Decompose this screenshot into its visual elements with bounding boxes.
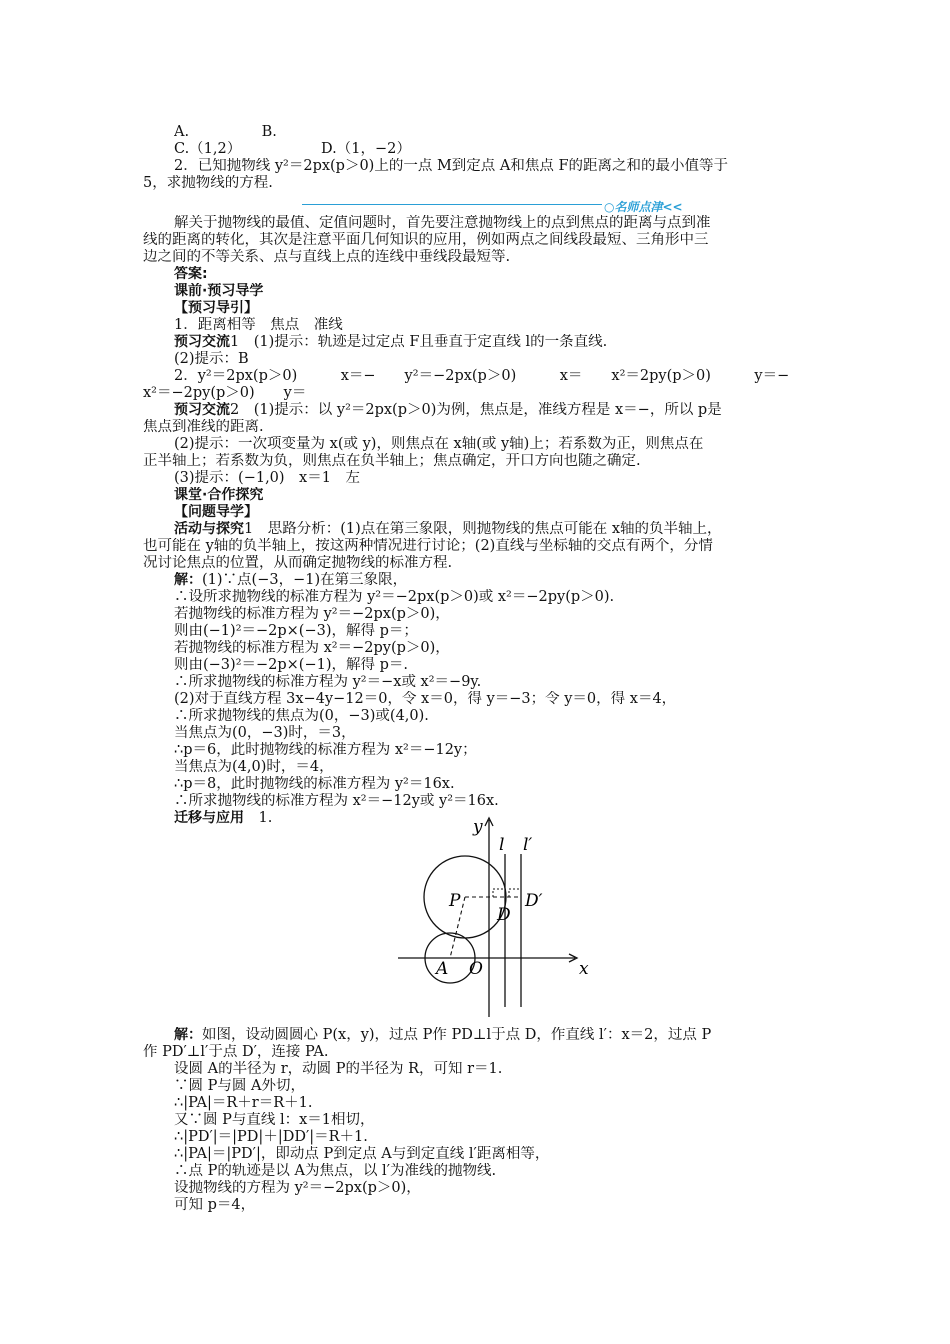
tips-line1: 解关于抛物线的最值、定值问题时，首先要注意抛物线上的点到焦点的距离与点到准: [174, 215, 711, 231]
divider-line: [302, 204, 602, 205]
exchange-1-label: 预习交流: [174, 334, 230, 350]
solution-1-line9: ∴所求抛物线的焦点为(0，−3)或(4,0).: [174, 708, 429, 724]
solution-2-label: 解：: [174, 1027, 202, 1043]
label-o: O: [469, 959, 483, 979]
figure-svg: [393, 812, 593, 1022]
exchange-1: [174, 334, 814, 351]
exchange-2-line1: [174, 402, 814, 419]
exchange-1-text: 1 (1)提示：轨迹是过定点 F且垂直于定直线 l的一条直线.: [230, 334, 608, 350]
solution-1-line13: ∴p＝8，此时抛物线的标准方程为 y²＝16x.: [174, 776, 455, 792]
label-p: P: [449, 891, 461, 911]
right-angle-mark-d-prime: [509, 889, 521, 897]
question-2-line2: 5，求抛物线的方程.: [143, 175, 273, 191]
section-classroom: 课堂·合作探究: [174, 487, 264, 503]
label-d-prime: D′: [525, 891, 543, 911]
activity-1-line1: [174, 521, 814, 538]
label-a: A: [436, 959, 449, 979]
exchange-2-line5: (3)提示：(−1,0) x＝1 左: [174, 470, 360, 486]
subsection-preview-guide: 【预习导引】: [174, 300, 258, 316]
solution-1-line7: ∴所求抛物线的标准方程为 y²＝−x或 x²＝−9y.: [174, 674, 482, 690]
option-a-b: A. B.: [174, 124, 277, 140]
solution-1-text: (1)∵点(−3，−1)在第三象限，: [202, 572, 408, 588]
activity-1-text: 1 思路分析：(1)点在第三象限，则抛物线的焦点可能在 x轴的负半轴上，: [244, 521, 722, 537]
migration-text: 1.: [258, 810, 273, 826]
solution-2-line2: 作 PD′⊥l′于点 D′，连接 PA.: [143, 1044, 329, 1060]
activity-1-line2: 也可能在 y轴的负半轴上，按这两种情况进行讨论；(2)直线与坐标轴的交点有两个，分情: [143, 538, 713, 554]
solution-2-line3: 设圆 A的半径为 r，动圆 P的半径为 R，可知 r＝1.: [174, 1061, 503, 1077]
exchange-1-b: (2)提示：B: [174, 351, 249, 367]
answer-2-line1: 2．y²＝2px(p＞0) x＝− y²＝−2px(p＞0) x＝ x²＝2py(p＞0) y＝−: [174, 368, 790, 384]
solution-2-line6: 又∵圆 P与直线 l：x＝1相切，: [174, 1112, 375, 1128]
exchange-2-line4: 正半轴上；若系数为负，则焦点在负半轴上；焦点确定，开口方向也随之确定.: [143, 453, 641, 469]
label-y: y: [473, 817, 483, 837]
answer-1: 1．距离相等 焦点 准线: [174, 317, 343, 333]
solution-1-line3: 若抛物线的标准方程为 y²＝−2px(p＞0)，: [174, 606, 450, 622]
solution-1-line11: ∴p＝6，此时抛物线的标准方程为 x²＝−12y；: [174, 742, 477, 758]
exchange-2-line2: 焦点到准线的距离.: [143, 419, 264, 435]
solution-1-line14: ∴所求抛物线的标准方程为 x²＝−12y或 y²＝16x.: [174, 793, 499, 809]
solution-1-label: 解：: [174, 572, 202, 588]
solution-1-line2: ∴设所求抛物线的标准方程为 y²＝−2px(p＞0)或 x²＝−2py(p＞0).: [174, 589, 615, 605]
solution-2-line4: ∵圆 P与圆 A外切，: [174, 1078, 305, 1094]
activity-1-label: 活动与探究: [174, 521, 244, 537]
geometry-figure: [393, 812, 593, 1022]
option-c-d: C.（1,2） D.（1，−2）: [174, 141, 411, 157]
exchange-2-label: 预习交流: [174, 402, 230, 418]
tips-line3: 边之间的不等关系、点与直线上点的连线中垂线段最短等.: [143, 249, 511, 265]
solution-2-line1: [174, 1027, 814, 1044]
solution-1-line8: (2)对于直线方程 3x−4y−12＝0，令 x＝0，得 y＝−3；令 y＝0，得 x＝4，: [174, 691, 677, 707]
exchange-2-line3: (2)提示：一次项变量为 x(或 y)，则焦点在 x轴(或 y轴)上；若系数为正，则焦点在: [174, 436, 704, 452]
tips-tag: ○名师点津<<: [604, 200, 683, 214]
solution-2-line7: ∴|PD′|＝|PD|＋|DD′|＝R＋1.: [174, 1129, 368, 1145]
solution-2-text: 如图，设动圆圆心 P(x，y)，过点 P作 PD⊥l于点 D，作直线 l′：x＝2，过点 P: [202, 1027, 712, 1043]
activity-1-line3: 况讨论焦点的位置，从而确定抛物线的标准方程.: [143, 555, 453, 571]
answer-heading: 答案:: [174, 266, 208, 282]
section-preview: 课前·预习导学: [174, 283, 264, 299]
solution-2-line11: 可知 p＝4，: [174, 1197, 256, 1213]
exchange-2-text: 2 (1)提示：以 y²＝2px(p＞0)为例，焦点是，准线方程是 x＝−，所以 p是: [230, 402, 722, 418]
answer-2-line2: x²＝−2py(p＞0) y＝: [143, 385, 307, 401]
solution-1-line5: 若抛物线的标准方程为 x²＝−2py(p＞0)，: [174, 640, 450, 656]
label-d: D: [497, 905, 511, 925]
solution-2-line10: 设抛物线的方程为 y²＝−2px(p＞0)，: [174, 1180, 421, 1196]
label-l-prime: l′: [523, 835, 533, 855]
question-2-line1: 2．已知抛物线 y²＝2px(p＞0)上的一点 M到定点 A和焦点 F的距离之和的最小值等于: [174, 158, 729, 174]
solution-1-line4: 则由(−1)²＝−2p×(−3)，解得 p＝；: [174, 623, 418, 639]
solution-2-line5: ∴|PA|＝R＋r＝R＋1.: [174, 1095, 313, 1111]
solution-1-line10: 当焦点为(0，−3)时，＝3，: [174, 725, 356, 741]
solution-2-line9: ∴点 P的轨迹是以 A为焦点，以 l′为准线的抛物线.: [174, 1163, 497, 1179]
migration-label: 迁移与应用: [174, 810, 244, 826]
right-angle-mark-d: [493, 889, 505, 897]
solution-2-line8: ∴|PA|＝|PD′|，即动点 P到定点 A与到定直线 l′距离相等，: [174, 1146, 550, 1162]
label-l: l: [499, 835, 505, 855]
subsection-problem-guide: 【问题导学】: [174, 504, 258, 520]
label-x: x: [579, 959, 589, 979]
solution-1-line1: [174, 572, 814, 589]
tips-line2: 线的距离的转化，其次是注意平面几何知识的应用，例如两点之间线段最短、三角形中三: [143, 232, 709, 248]
tips-divider: [302, 198, 810, 212]
solution-1-line12: 当焦点为(4,0)时，＝4，: [174, 759, 334, 775]
solution-1-line6: 则由(−3)²＝−2p×(−1)，解得 p＝.: [174, 657, 408, 673]
